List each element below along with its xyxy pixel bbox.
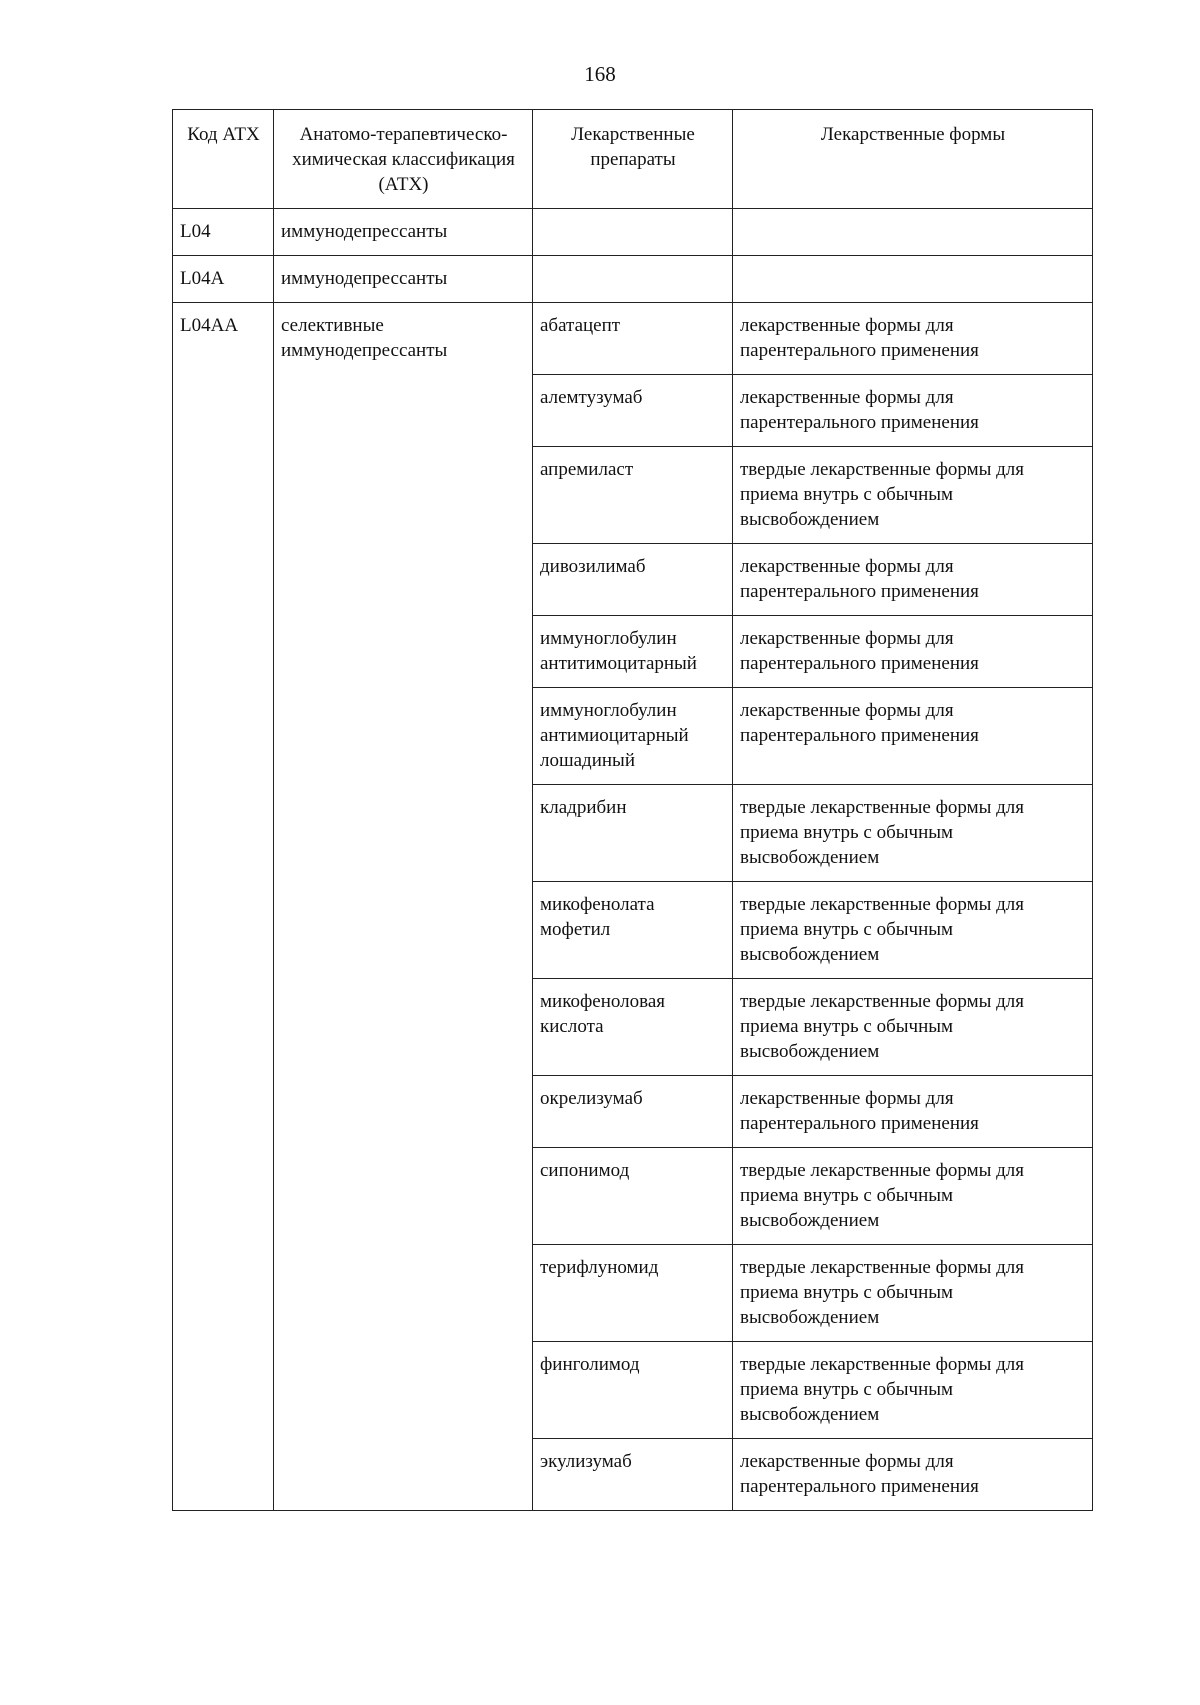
drug-name: терифлуномид	[533, 1245, 733, 1342]
drug-name: сипонимод	[533, 1148, 733, 1245]
drug-form: лекарственные формы для парентерального применения	[733, 303, 1093, 375]
header-drugs: Лекарственные препараты	[533, 110, 733, 209]
drug-form: лекарственные формы для парентерального применения	[733, 616, 1093, 688]
atc-group-name: иммунодепрессанты	[274, 256, 533, 303]
empty-cell	[533, 256, 733, 303]
atc-table	[172, 109, 1093, 1511]
drug-form: твердые лекарственные формы для приема внутрь с обычным высвобождением	[733, 785, 1093, 882]
drug-name: микофеноловая кислота	[533, 979, 733, 1076]
drug-name: иммуноглобулин антитимоцитарный	[533, 616, 733, 688]
atc-group-name: иммунодепрессанты	[274, 209, 533, 256]
atc-code: L04A	[173, 256, 274, 303]
drug-form: твердые лекарственные формы для приема внутрь с обычным высвобождением	[733, 1245, 1093, 1342]
drug-name: финголимод	[533, 1342, 733, 1439]
table-row	[173, 303, 1093, 375]
empty-cell	[533, 209, 733, 256]
empty-cell	[733, 256, 1093, 303]
drug-form: твердые лекарственные формы для приема внутрь с обычным высвобождением	[733, 1148, 1093, 1245]
drug-name: дивозилимаб	[533, 544, 733, 616]
table-body	[173, 209, 1093, 1511]
atc-code: L04AA	[173, 303, 274, 1511]
drug-form: твердые лекарственные формы для приема внутрь с обычным высвобождением	[733, 882, 1093, 979]
drug-form: лекарственные формы для парентерального применения	[733, 1076, 1093, 1148]
drug-form: лекарственные формы для парентерального применения	[733, 544, 1093, 616]
drug-name: экулизумаб	[533, 1439, 733, 1511]
drug-form: лекарственные формы для парентерального применения	[733, 375, 1093, 447]
table-header-row	[173, 110, 1093, 209]
header-code: Код АТХ	[173, 110, 274, 209]
atc-code: L04	[173, 209, 274, 256]
drug-form: твердые лекарственные формы для приема внутрь с обычным высвобождением	[733, 447, 1093, 544]
drug-name: абатацепт	[533, 303, 733, 375]
page-number: 168	[584, 62, 616, 86]
empty-cell	[733, 209, 1093, 256]
header-forms: Лекарственные формы	[733, 110, 1093, 209]
drug-form: лекарственные формы для парентерального применения	[733, 688, 1093, 785]
drug-name: алемтузумаб	[533, 375, 733, 447]
drug-form: твердые лекарственные формы для приема внутрь с обычным высвобождением	[733, 979, 1093, 1076]
table-row	[173, 256, 1093, 303]
atc-group-name: селективные иммунодепрессанты	[274, 303, 533, 1511]
header-classification: Анатомо-терапевтическо-химическая классификация (АТХ)	[274, 110, 533, 209]
drug-form: твердые лекарственные формы для приема внутрь с обычным высвобождением	[733, 1342, 1093, 1439]
drug-name: апремиласт	[533, 447, 733, 544]
drug-name: кладрибин	[533, 785, 733, 882]
drug-form: лекарственные формы для парентерального применения	[733, 1439, 1093, 1511]
drug-name: окрелизумаб	[533, 1076, 733, 1148]
drug-name: микофенолата мофетил	[533, 882, 733, 979]
drug-name: иммуноглобулин антимиоцитарный лошадиный	[533, 688, 733, 785]
table-row	[173, 209, 1093, 256]
